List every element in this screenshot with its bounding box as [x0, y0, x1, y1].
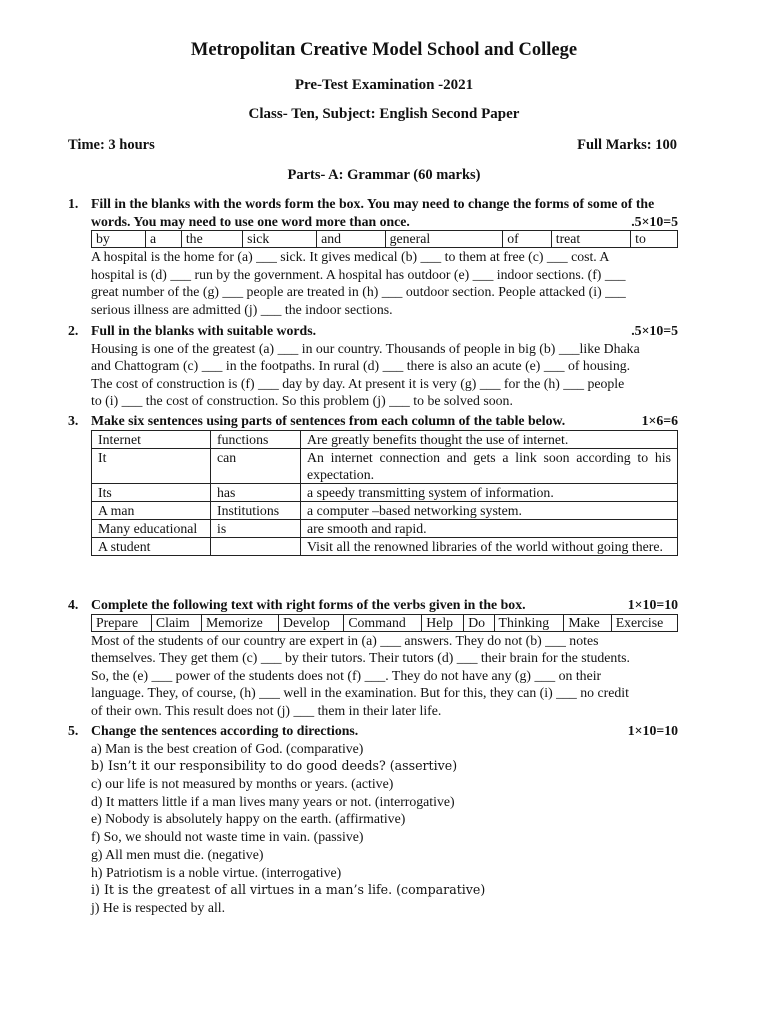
passage-line: of their own. This result does not (j) ___ them in their later life.: [91, 702, 442, 718]
passage-line: Most of the students of our country are expert in (a) ___ answers. They do not (b) ___ notes: [91, 632, 599, 648]
list-item: h) Patriotism is a noble virtue. (interrogative): [91, 864, 342, 880]
table-cell: are smooth and rapid.: [301, 519, 678, 537]
question-instruction: Full in the blanks with suitable words.: [91, 323, 317, 338]
table-row: [92, 483, 678, 501]
word-cell: sick: [243, 231, 317, 248]
question-instruction: Make six sentences using parts of sentences from each column of the table below.: [91, 413, 566, 428]
list-item: f) So, we should not waste time in vain. (passive): [91, 829, 364, 845]
table-cell: Are greatly benefits thought the use of internet.: [301, 430, 678, 448]
word-cell: Do: [464, 614, 494, 631]
table-cell: Visit all the renowned libraries of the world without going there.: [301, 537, 678, 555]
passage: [91, 340, 678, 410]
question-number: 2.: [68, 323, 79, 338]
question-marks: .5×10=5: [631, 323, 678, 338]
passage-line: to (i) ___ the cost of construction. So this problem (j) ___ to be solved soon.: [91, 393, 513, 409]
list-item: b) Isn’t it our responsibility to do good deeds? (assertive): [91, 758, 458, 774]
question-4: [68, 596, 678, 720]
word-cell: Memorize: [202, 614, 279, 631]
table-row: [92, 448, 678, 483]
word-cell: the: [181, 231, 242, 248]
word-cell: Claim: [151, 614, 201, 631]
part-title: Parts- A: Grammar (60 marks): [287, 167, 481, 183]
table-cell: a computer –based networking system.: [301, 501, 678, 519]
word-cell: to: [631, 231, 678, 248]
sentence-list: [68, 740, 678, 917]
question-3: [68, 412, 678, 556]
passage-line: language. They, of course, (h) ___ well in the examination. But for this, they can (i) ___ no credit: [91, 685, 629, 701]
question-marks: 1×10=10: [627, 597, 678, 612]
table-cell: A man: [92, 501, 211, 519]
word-cell: of: [503, 231, 552, 248]
table-row: [92, 501, 678, 519]
word-cell: a: [146, 231, 182, 248]
question-number: 1.: [68, 196, 79, 211]
word-cell: and: [317, 231, 386, 248]
question-instruction: Change the sentences according to directions.: [91, 723, 359, 738]
passage: [91, 632, 678, 720]
word-cell: treat: [551, 231, 630, 248]
word-cell: Exercise: [611, 614, 677, 631]
table-cell: Institutions: [211, 501, 301, 519]
table-cell: has: [211, 483, 301, 501]
passage-line: hospital is (d) ___ run by the government. A hospital has outdoor (e) ___ indoor sections. (f) ___: [91, 266, 626, 282]
table-row: [92, 430, 678, 448]
exam-title: Pre-Test Examination -2021: [294, 77, 474, 93]
question-marks: .5×10=5: [631, 213, 678, 229]
list-item: d) It matters little if a man lives many years or not. (interrogative): [91, 793, 455, 809]
table-cell: is: [211, 519, 301, 537]
table-cell: Many educational: [92, 519, 211, 537]
sentence-table: [91, 430, 678, 556]
question-number: 3.: [68, 413, 79, 428]
passage: [91, 248, 678, 318]
time-allowed: Time: 3 hours: [68, 137, 155, 153]
passage-line: Housing is one of the greatest (a) ___ in our country. Thousands of people in big (b) ___like Dhaka: [91, 340, 640, 356]
verb-box: [91, 614, 678, 632]
word-cell: Develop: [278, 614, 343, 631]
question-1: [68, 195, 678, 319]
question-number: 4.: [68, 597, 79, 612]
passage-line: So, the (e) ___ power of the students does not (f) ___. They do not have any (g) ___ on their: [91, 667, 602, 683]
table-cell: functions: [211, 430, 301, 448]
question-2: [68, 322, 678, 410]
list-item: i) It is the greatest of all virtues in a man’s life. (comparative): [91, 882, 486, 898]
passage-line: serious illness are admitted (j) ___ the indoor sections.: [91, 301, 393, 317]
word-box: [91, 230, 678, 248]
question-instruction: Fill in the blanks with the words form the box. You may need to change the forms of some of the words. You may need to use one word more than once.: [91, 196, 655, 229]
question-5: [68, 722, 678, 917]
table-cell: A student: [92, 537, 211, 555]
passage-line: great number of the (g) ___ people are treated in (h) ___ outdoor section. People attacked (i) ___: [91, 284, 626, 300]
table-row: [92, 537, 678, 555]
table-cell: can: [211, 448, 301, 483]
table-cell: [211, 537, 301, 555]
table-cell: It: [92, 448, 211, 483]
list-item: c) our life is not measured by months or years. (active): [91, 776, 394, 791]
question-marks: 1×6=6: [641, 413, 678, 428]
list-item: j) He is respected by all.: [91, 899, 226, 915]
school-name: Metropolitan Creative Model School and College: [190, 40, 578, 60]
class-subject: Class- Ten, Subject: English Second Paper: [248, 106, 520, 122]
passage-line: The cost of construction is (f) ___ day by day. At present it is very (g) ___ for the (h) ___ people: [91, 375, 625, 391]
question-marks: 1×10=10: [627, 723, 678, 738]
question-instruction: Complete the following text with right forms of the verbs given in the box.: [91, 597, 526, 612]
passage-line: A hospital is the home for (a) ___ sick. It gives medical (b) ___ to them at free (c) ___ cost. A: [91, 249, 610, 265]
table-cell: Internet: [92, 430, 211, 448]
word-cell: general: [385, 231, 503, 248]
word-cell: Help: [422, 614, 464, 631]
list-item: a) Man is the best creation of God. (comparative): [91, 740, 364, 756]
table-cell: a speedy transmitting system of information.: [301, 483, 678, 501]
word-cell: Prepare: [92, 614, 152, 631]
table-cell: An internet connection and gets a link soon according to his expectation.: [301, 448, 678, 483]
passage-line: themselves. They get them (c) ___ by their tutors. Their tutors (d) ___ their brain for the students.: [91, 650, 630, 666]
word-cell: Command: [344, 614, 422, 631]
list-item: g) All men must die. (negative): [91, 846, 264, 862]
question-number: 5.: [68, 723, 79, 738]
word-cell: Make: [564, 614, 611, 631]
full-marks: Full Marks: 100: [577, 137, 677, 153]
table-row: [92, 519, 678, 537]
table-cell: Its: [92, 483, 211, 501]
word-cell: Thinking: [494, 614, 564, 631]
word-cell: by: [92, 231, 146, 248]
list-item: e) Nobody is absolutely happy on the earth. (affirmative): [91, 811, 406, 827]
passage-line: and Chattogram (c) ___ in the footpaths. In rural (d) ___ there is also an acute (e) ___ of housing.: [91, 358, 631, 374]
